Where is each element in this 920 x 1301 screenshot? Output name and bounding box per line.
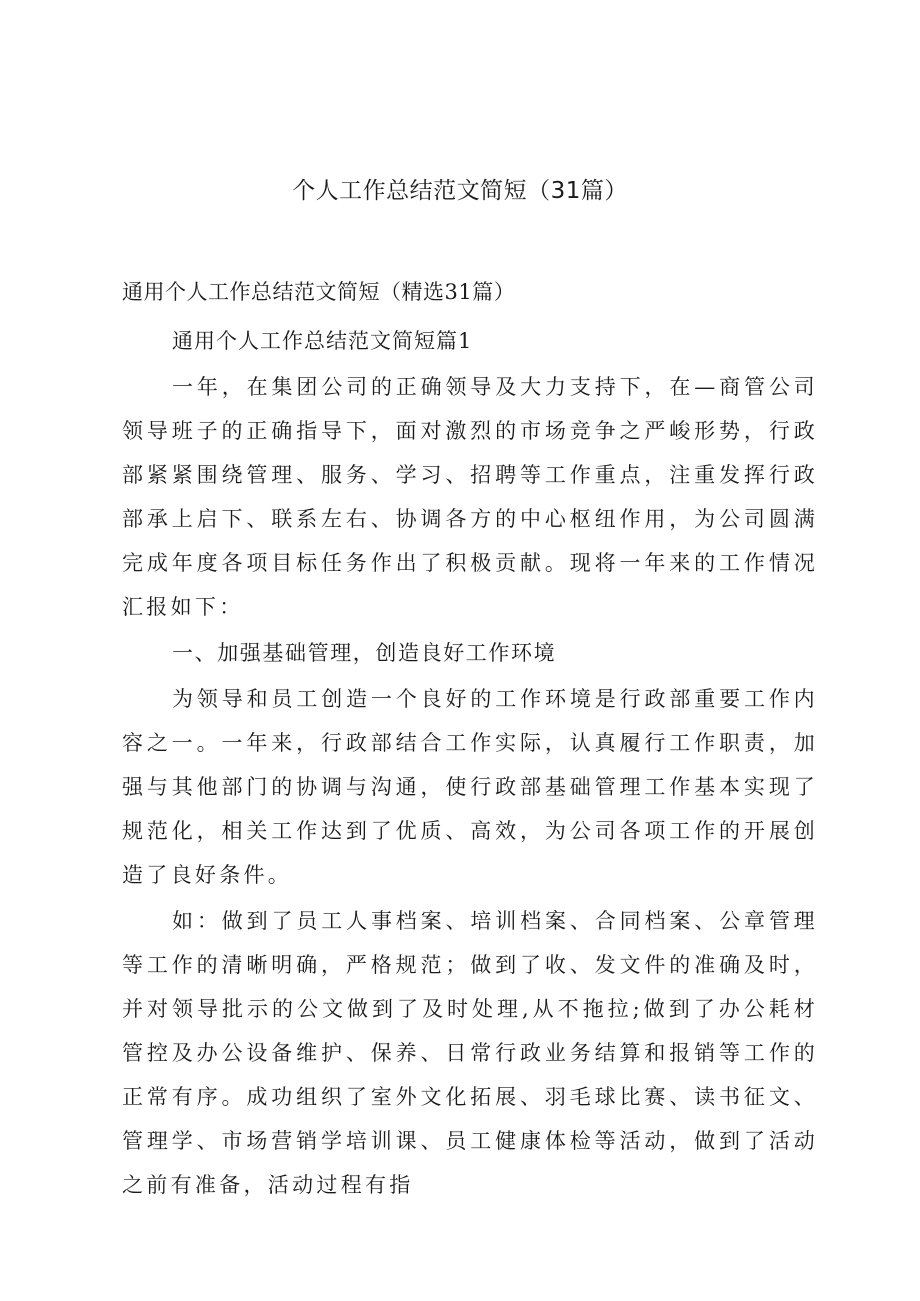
- paragraph-examples: 如：做到了员工人事档案、培训档案、合同档案、公章管理等工作的清晰明确，严格规范；做到了收、发文件的准确及时，并对领导批示的公文做到了及时处理,从不拖拉;做到了办公耗材管控及办公设备维护、保养、日常行政业务结算和报销等工作的正常有序。成功组织了室外文化拓展、羽毛球比赛、读书征文、管理学、市场营销学培训课、员工健康体检等活动，做到了活动之前有准备，活动过程有指: [122, 909, 818, 1197]
- document-title: 个人工作总结范文简短（31篇）: [292, 178, 628, 204]
- paragraph-environment: 为领导和员工创造一个良好的工作环境是行政部重要工作内容之一。一年来，行政部结合工作实际，认真履行工作职责，加强与其他部门的协调与沟通，使行政部基础管理工作基本实现了规范化，相关工作达到了优质、高效，为公司各项工作的开展创造了良好条件。: [122, 687, 818, 887]
- document-body: [122, 270, 818, 1209]
- section-heading-1: 一、加强基础管理，创造良好工作环境: [172, 641, 557, 665]
- chapter-heading: 通用个人工作总结范文简短篇1: [172, 329, 473, 353]
- paragraph-intro: 一年，在集团公司的正确领导及大力支持下，在—商管公司领导班子的正确指导下，面对激烈的市场竞争之严峻形势，行政部紧紧围绕管理、服务、学习、招聘等工作重点，注重发挥行政部承上启下、联系左右、协调各方的中心枢纽作用，为公司圆满完成年度各项目标任务作出了积极贡献。现将一年来的工作情况汇报如下：: [122, 375, 818, 619]
- document-subtitle: 通用个人工作总结范文简短（精选31篇）: [122, 280, 516, 304]
